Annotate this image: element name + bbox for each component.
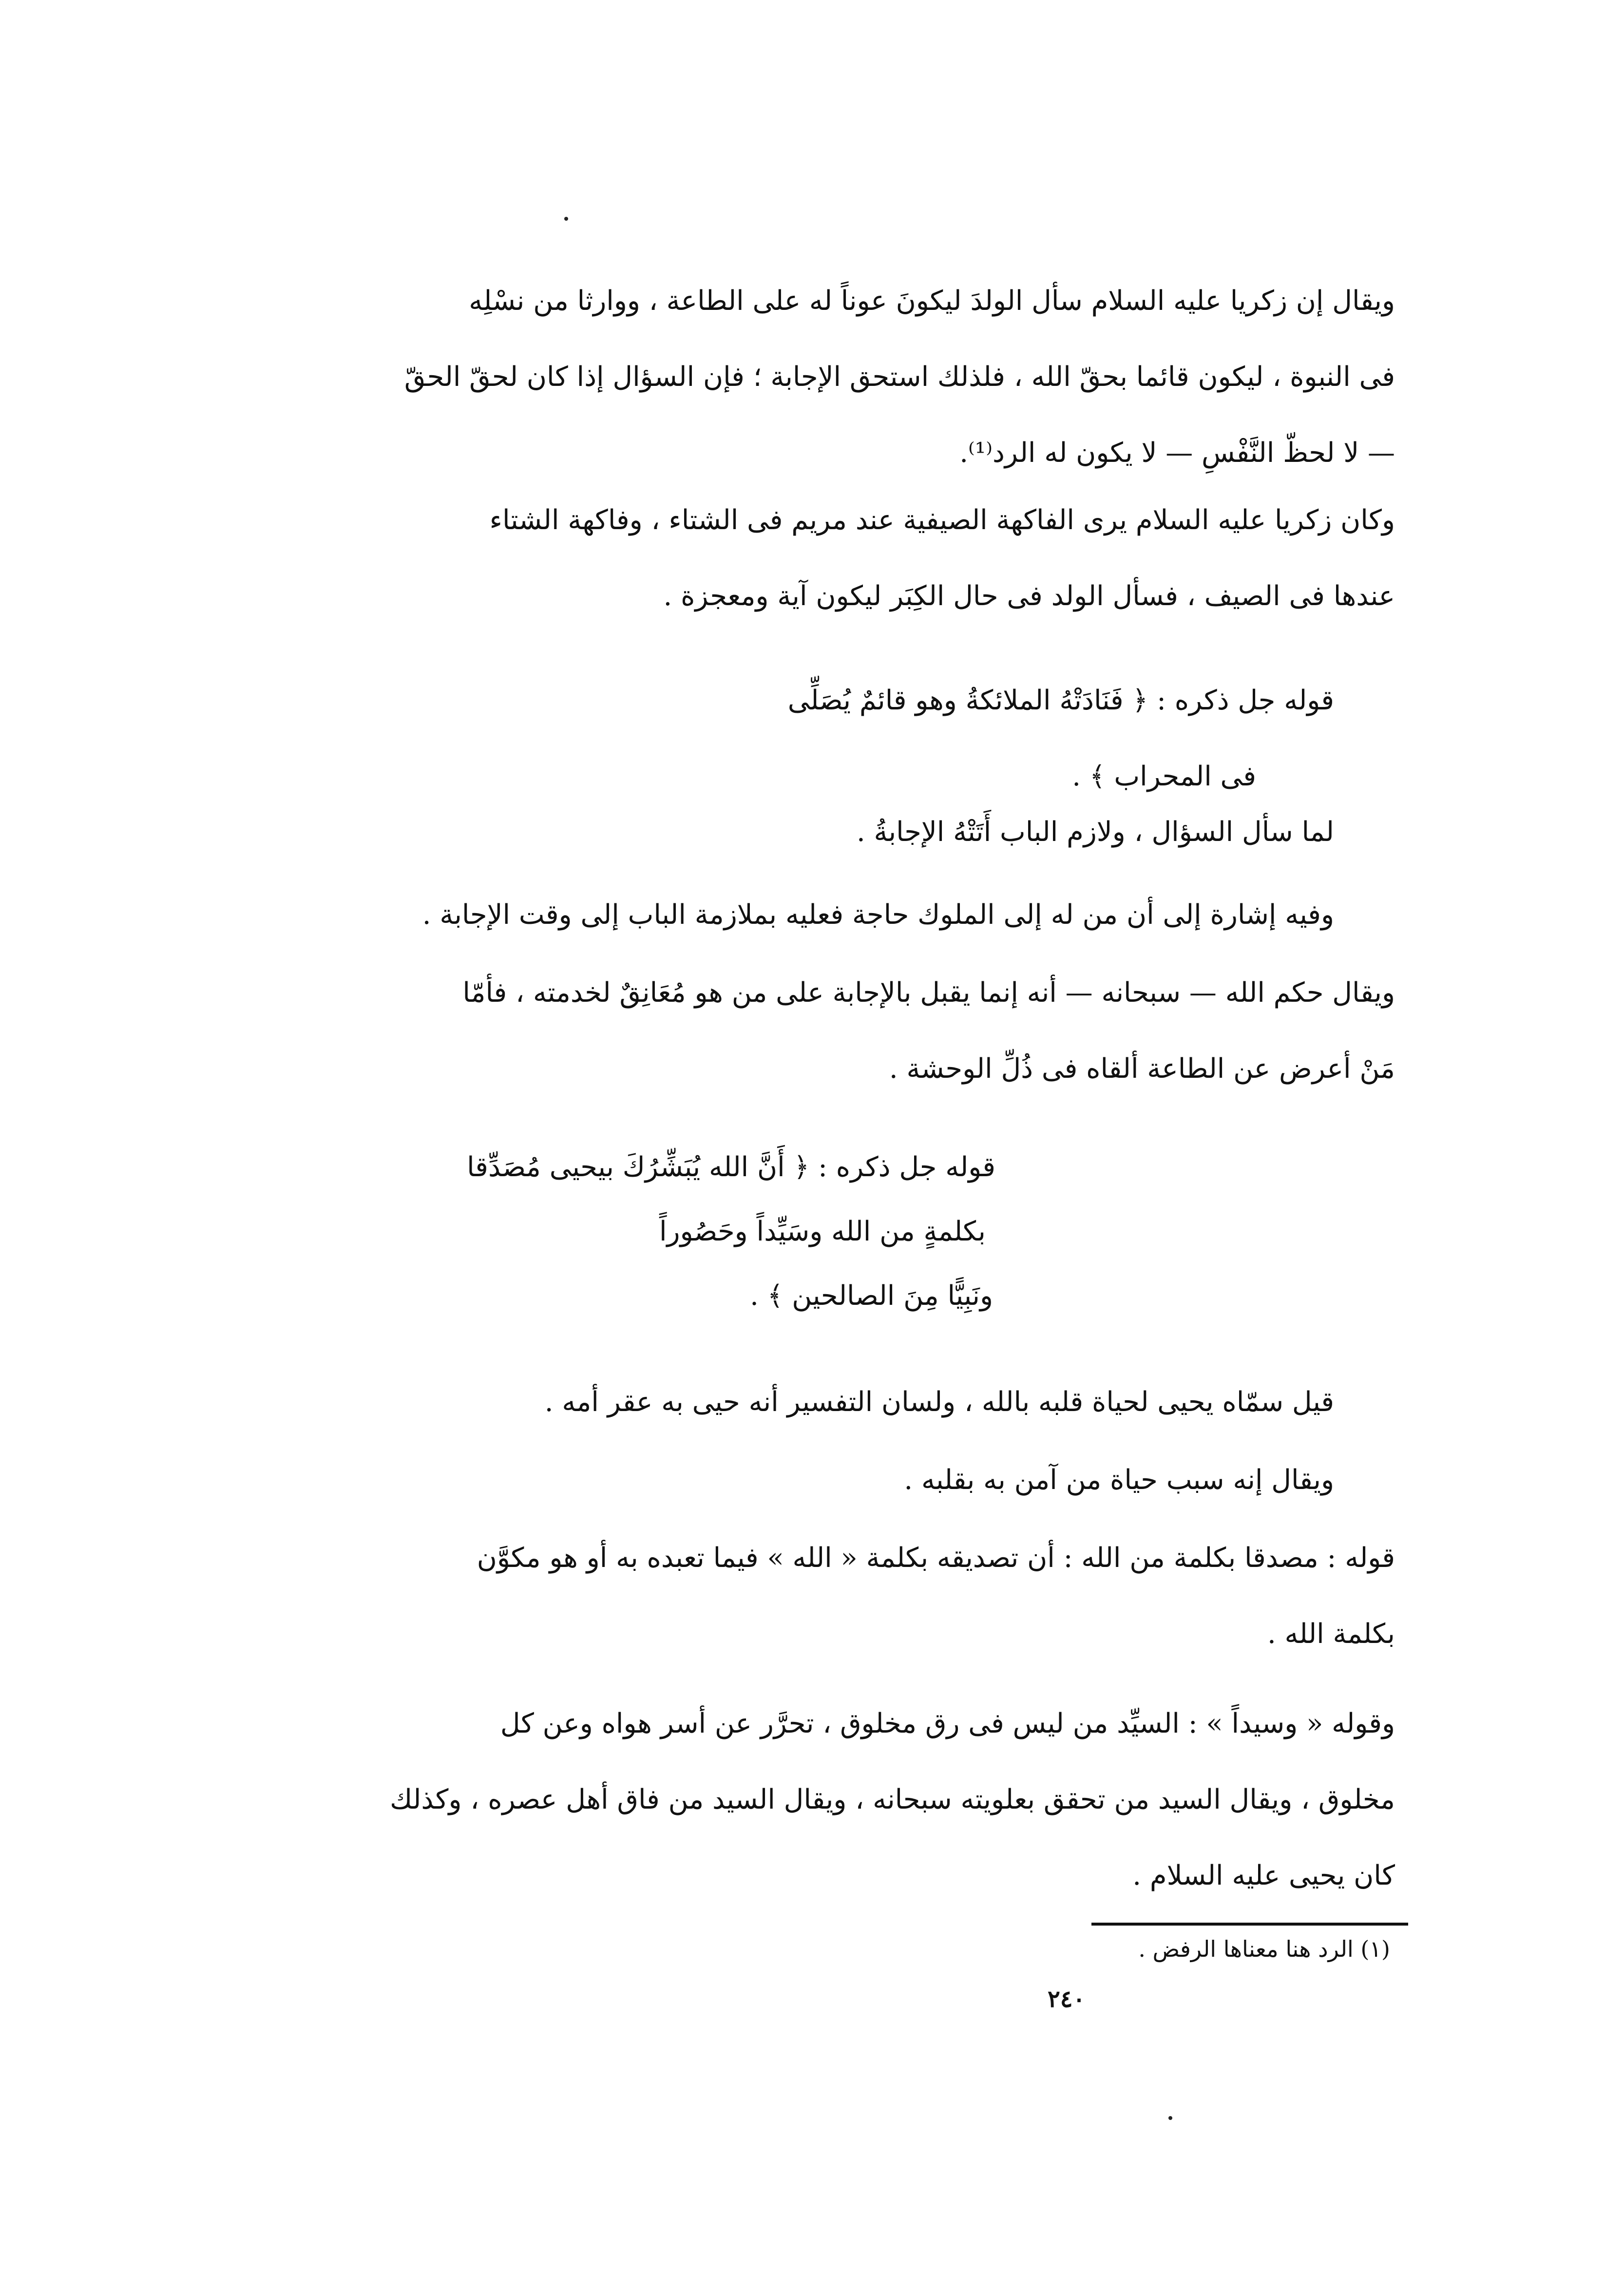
verse-line: قوله جل ذكره : ﴿ أَنَّ الله يُبَشِّرُكَ بيحيى مُصَدِّقا [467,1151,995,1183]
paragraph-word-of-god [294,1520,1395,1672]
text-line: وكان زكريا عليه السلام يرى الفاكهة الصيفية عند مريم فى الشتاء ، وفاكهة الشتاء [489,504,1395,536]
text-line: مخلوق ، ويقال السيد من تحقق بعلويته سبحانه ، ويقال السيد من فاق أهل عصره ، وكذلك [390,1784,1395,1815]
text-line: — لا لحظّ النَّفْسِ — لا يكون له الرد⁽¹⁾. [959,437,1395,469]
verse-line: ونَبِيًّا مِنَ الصالحين ﴾ . [750,1280,993,1312]
top-ink-speck [564,217,568,221]
paragraph-answer-came [857,794,1334,870]
text-line: ويقال إنه سبب حياة من آمن به بقلبه . [904,1464,1334,1496]
text-line: لما سأل السؤال ، ولازم الباب أَتَتْهُ الإجابةُ . [856,816,1334,848]
verse-line: فى المحراب ﴾ . [1072,761,1256,792]
text-line: بكلمة الله . [1267,1618,1395,1650]
text-line: ويقال حكم الله — سبحانه — أنه إنما يقبل بالإجابة على من هو مُعَانِقٌ لخدمته ، فأمّا [462,977,1395,1009]
text-line: مَنْ أعرض عن الطاعة ألقاه فى ذُلِّ الوحشة . [889,1053,1395,1085]
text-line: ويقال إن زكريا عليه السلام سأل الولدَ ليكونَ عوناً له على الطاعة ، ووارثا من نسْلِه [469,285,1395,317]
paragraph-master-definition [294,1686,1395,1914]
footnote: (١) الرد هنا معناها الرفض . [1138,1936,1390,1962]
text-line: كان يحيى عليه السلام . [1132,1860,1395,1891]
text-line: وقوله « وسيداً » : السيِّد من ليس فى رق مخلوق ، تحرَّر عن أسر هواه وعن كل [500,1708,1395,1739]
quranic-verse-heading [788,663,1334,815]
text-line: قوله : مصدقا بكلمة من الله : أن تصديقه بكلمة « الله » فيما تعبده به أو هو مكوَّن [477,1542,1395,1574]
text-line: وفيه إشارة إلى أن من له إلى الملوك حاجة فعليه بملازمة الباب إلى وقت الإجابة . [422,899,1334,931]
footnote-divider [1091,1923,1408,1926]
text-line: فى النبوة ، ليكون قائما بحقّ الله ، فلذلك استحق الإجابة ؛ فإن السؤال إذا كان لحقّ الحقّ [404,361,1395,393]
paragraph-zakariya-son-request [294,263,1395,491]
paragraph-kings-door [422,877,1334,953]
verse-line: قوله جل ذكره : ﴿ فَنَادَتْهُ الملائكةُ وهو قائمٌ يُصَلِّى [787,685,1334,716]
quranic-verse-heading [467,1135,995,1328]
bottom-ink-speck [1168,2116,1172,2120]
text-line: قيل سمّاه يحيى لحياة قلبه بالله ، ولسان التفسير أنه حيى به عقر أمه . [544,1386,1334,1418]
verse-line: بكلمةٍ من الله وسَيِّداً وحَصُوراً [659,1216,986,1247]
paragraph-winter-fruit [294,482,1395,634]
paragraph-yahya-name [545,1364,1334,1440]
paragraph-god-ruling [294,955,1395,1107]
text-line: عندها فى الصيف ، فسأل الولد فى حال الكِبَر ليكون آية ومعجزة . [663,580,1395,612]
page-number: ٢٤٠ [1048,1986,1086,2013]
paragraph-cause-of-life [904,1442,1334,1518]
